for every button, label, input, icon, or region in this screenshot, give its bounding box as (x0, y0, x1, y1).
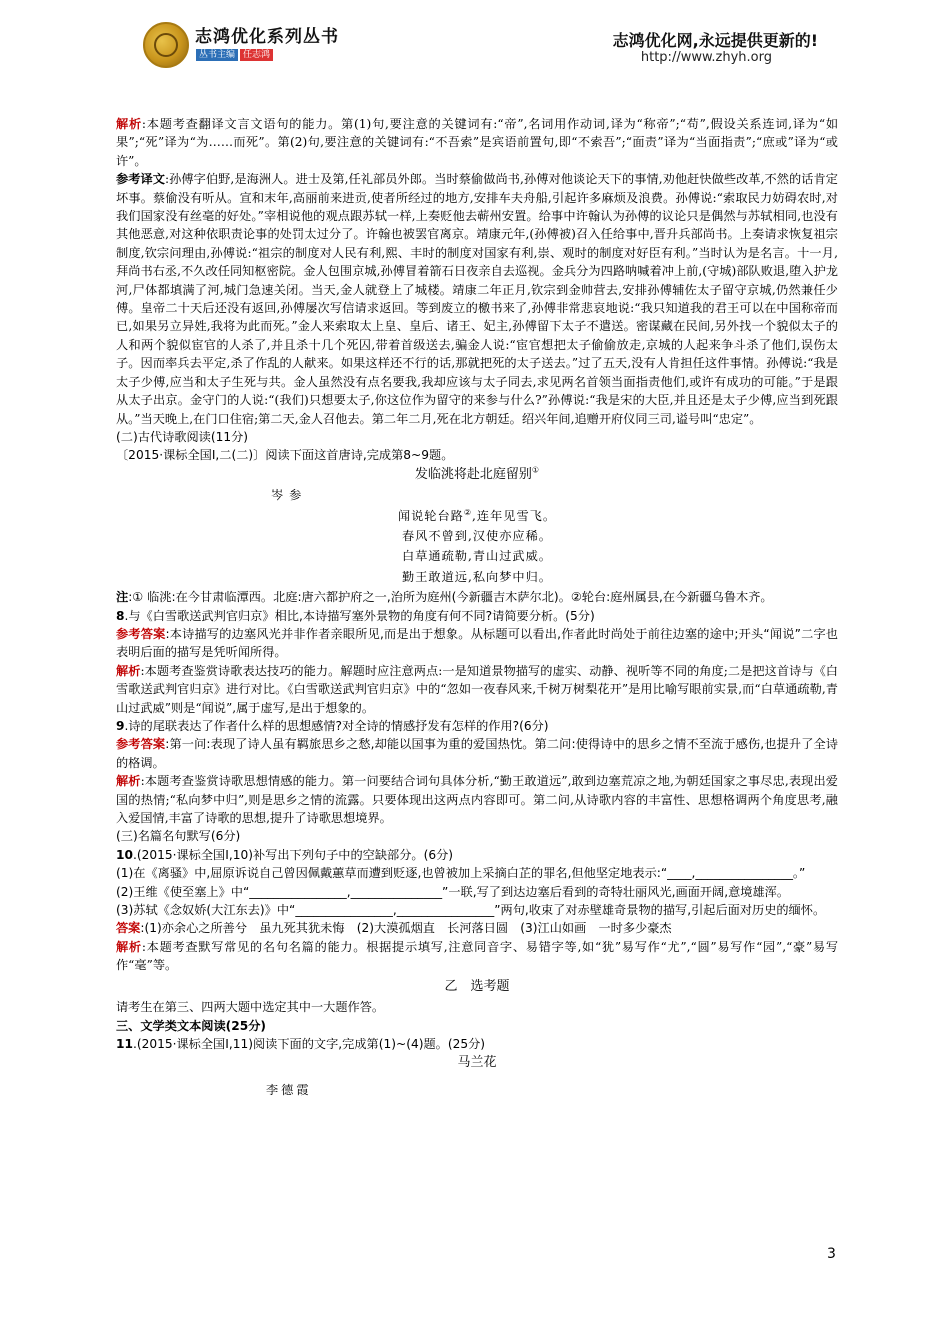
question-10-1: (1)在《离骚》中,屈原诉说自己曾因佩戴蕙草而遭到贬逐,也曾被加上采摘白芷的罪名,但他坚定地表示:“____,________________。” (116, 866, 806, 881)
page-header (0, 0, 950, 80)
part-b-instruction: 请考生在第三、四两大题中选定其中一大题作答。 (116, 1000, 385, 1015)
answer-8: 参考答案:本诗描写的边塞风光并非作者亲眼所见,而是出于想象。从标题可以看出,作者此时尚处于前往边塞的途中;开头“闻说”二字也表明后面的描写是凭听闻所得。 (116, 626, 838, 660)
poem-line-2: 春风不曾到,汉使亦应稀。 (402, 528, 552, 543)
analysis-10: 解析:本题考查默写常见的名句名篇的能力。根据提示填写,注意同音字、易错字等,如“犹”易写作“尤”,“圆”易写作“园”,“豪”易写作“毫”等。 (116, 939, 839, 973)
poem-author: 岑参 (271, 488, 308, 503)
header-url[interactable]: http://www.zhyh.org (640, 50, 772, 65)
page-number: 3 (827, 1246, 836, 1262)
part-b-heading: 乙 选考题 (444, 978, 510, 994)
analysis-paragraph-q7: 解析:本题考查翻译文言文语句的能力。第(1)句,要注意的关键词有:“帝”,名词用作动词,译为“称帝”;“苟”,假设关系连词,译为“如果”;“死”译为“为……而死”。第(2)句,要注意的关键词有:“不吾索”是宾语前置句,即“不索吾”;“面责”译为“当面指责”;“庶或”译为“或许”。 (116, 117, 839, 168)
series-logo-icon (143, 22, 189, 68)
analysis-8: 解析:本题考查鉴赏诗歌表达技巧的能力。解题时应注意两点:一是知道景物描写的虚实、动静、视听等不同的角度;二是把这首诗与《白雪歌送武判官归京》进行对比。《白雪歌送武判官归京》中的“忽如一夜春风来,千树万树梨花开”是用比喻写眼前实景,而“白草通疏勒,青山过武威”则是“闻说”,属于虚写,是出于想象的。 (116, 663, 838, 715)
answer-9: 参考答案:第一问:表现了诗人虽有羁旅思乡之愁,却能以国事为重的爱国热忱。第二问:使得诗中的思乡之情不至流于感伤,也提升了全诗的格调。 (116, 737, 838, 770)
question-11: 11.(2015·课标全国Ⅰ,11)阅读下面的文字,完成第(1)~(4)题。(25分) (116, 1036, 486, 1051)
question-10-3: (3)苏轼《念奴娇(大江东去)》中“________________,________________”两句,收束了对赤壁雄奇景物的描写,引起后面对历史的缅怀。 (116, 903, 826, 918)
story-author: 李德霞 (266, 1082, 312, 1097)
poem-line-1: 闻说轮台路②,连年见雪飞。 (397, 507, 557, 523)
section-heading-poetry: (二)古代诗歌阅读(11分) (116, 429, 249, 444)
analysis-9: 解析:本题考查鉴赏诗歌思想情感的能力。第一问要结合词句具体分析,“勤王敢道远”,敢到边塞荒凉之地,为朝廷国家之事尽忠,表现出爱国的热情;“私向梦中归”,则是思乡之情的流露。只要体现出这两点内容即可。第二问,从诗歌内容的丰富性、思想格调两个角度思考,融入爱国情,丰富了诗歌的思想,提升了诗歌思想境界。 (116, 774, 838, 826)
question-8: 8.与《白雪歌送武判官归京》相比,本诗描写塞外景物的角度有何不同?请简要分析。(5分) (116, 608, 595, 623)
poem-line-3: 白草通疏勒,青山过武威。 (402, 549, 552, 564)
poem-title: 发临洮将赴北庭留别① (414, 465, 540, 482)
poem-notes: 注:① 临洮:在今甘肃临潭西。北庭:唐六都护府之一,治所为庭州(今新疆吉木萨尔北)。②轮台:庭州属县,在今新疆乌鲁木齐。 (116, 590, 773, 605)
question-9: 9.诗的尾联表达了作者什么样的思想感情?对全诗的情感抒发有怎样的作用?(6分) (116, 719, 549, 733)
section-heading-recitation: (三)名篇名句默写(6分) (116, 829, 241, 844)
question-10: 10.(2015·课标全国Ⅰ,10)补写出下列句子中的空缺部分。(6分) (116, 847, 454, 862)
question-10-2: (2)王维《使至塞上》中“________________,_______________”一联,写了到达边塞后看到的奇特壮丽风光,画面开阔,意境雄浑。 (116, 884, 790, 899)
answer-10: 答案:(1)亦余心之所善兮 虽九死其犹未悔 (2)大漠孤烟直 长河落日圆 (3)江山如画 一时多少豪杰 (116, 921, 672, 936)
series-title: 志鸿优化系列丛书 (195, 27, 339, 47)
editor-name: 任志鸿 (240, 49, 273, 61)
story-title: 马兰花 (457, 1055, 497, 1071)
document-body (116, 115, 838, 1099)
poem-line-4: 勤王敢道远,私向梦中归。 (402, 569, 552, 584)
section-heading-literary: 三、文学类文本阅读(25分) (116, 1018, 266, 1033)
poetry-intro: 〔2015·课标全国Ⅰ,二(二)〕阅读下面这首唐诗,完成第8~9题。 (116, 448, 454, 463)
header-slogan: 志鸿优化网,永远提供更新的! (612, 31, 818, 50)
series-editor (196, 47, 273, 60)
reference-translation: 参考译文:孙傅字伯野,是海洲人。进士及第,任礼部员外郎。当时蔡偷做尚书,孙傅对他谈论天下的事情,劝他赶快做些改革,不然的话肯定坏事。蔡偷没有听从。宣和末年,高丽前来进贡,使者所经过的地方,安排车夫舟船,引起许多麻烦及浪费。孙傅说:“索取民力妨碍农时,对我们国家没有丝毫的好处。”宰相说他的观点跟苏轼一样,上奏贬他去蕲州安置。给事中许翰认为孙傅的议论只是偶然与苏轼相同,也没有其他恶意,对这种依职责论事的处罚太过分了。许翰也被罢官离京。靖康元年,(孙傅被)召入任给事中,晋升兵部尚书。上奏请求恢复祖宗制度,钦宗问理由,孙傅说:“祖宗的制度对人民有利,熙、丰时的制度对国家有利,崇、观时的制度对好臣有利。”当时认为是名言。十一月,拜尚书右丞,不久改任同知枢密院。金人包围京城,孙傅冒着箭石日夜亲自去巡视。金兵分为四路呐喊着冲上前,(守城)部队败退,堕入护龙河,尸体都填满了河,城门急速关闭。当天,金人就登上了城楼。靖康二年正月,钦宗到金帅营去,安排孙傅辅佐太子留守京城,仍然兼任少傅。皇帝二十天后还没有返回,孙傅屡次写信请求返回。等到废立的檄书来了,孙傅非常悲哀地说:“我只知道我的君王可以在中国称帝而已,如果另立异姓,我将为此而死。”金人来索取太上皇、皇后、诸王、妃主,孙傅留下太子不遣送。密谋藏在民间,另外找一个貌似太子的人和两个貌似宦官的人杀了,并且杀十几个死囚,带着首级送去,骗金人说:“宦官想把太子偷偷放走,京城的人起来争斗杀了他们,误伤太子。因而率兵去平定,杀了作乱的人献来。如果这样还不行的话,那就把死的太子送去。”过了五天,没有人肯担任这件事情。孙傅说:“我是太子少傅,应当和太子生死与共。金人虽然没有点名要我,我却应该与太子同去,求见两名首领当面指责他们,或许有成功的可能。”于是跟从太子出京。金守门的人说:“(我们)只想要太子,你这位作为留守的来参与什么?”孙傅说:“我是宋的大臣,并且还是太子少傅,应当到死跟从。”当天晚上,在门口住宿;第二天,金人召他去。第二年二月,死在北方朝廷。绍兴年间,追赠开府仪同三司,谥号叫“忠定”。 (116, 172, 838, 426)
editor-prefix: 丛书主编 (196, 49, 238, 61)
